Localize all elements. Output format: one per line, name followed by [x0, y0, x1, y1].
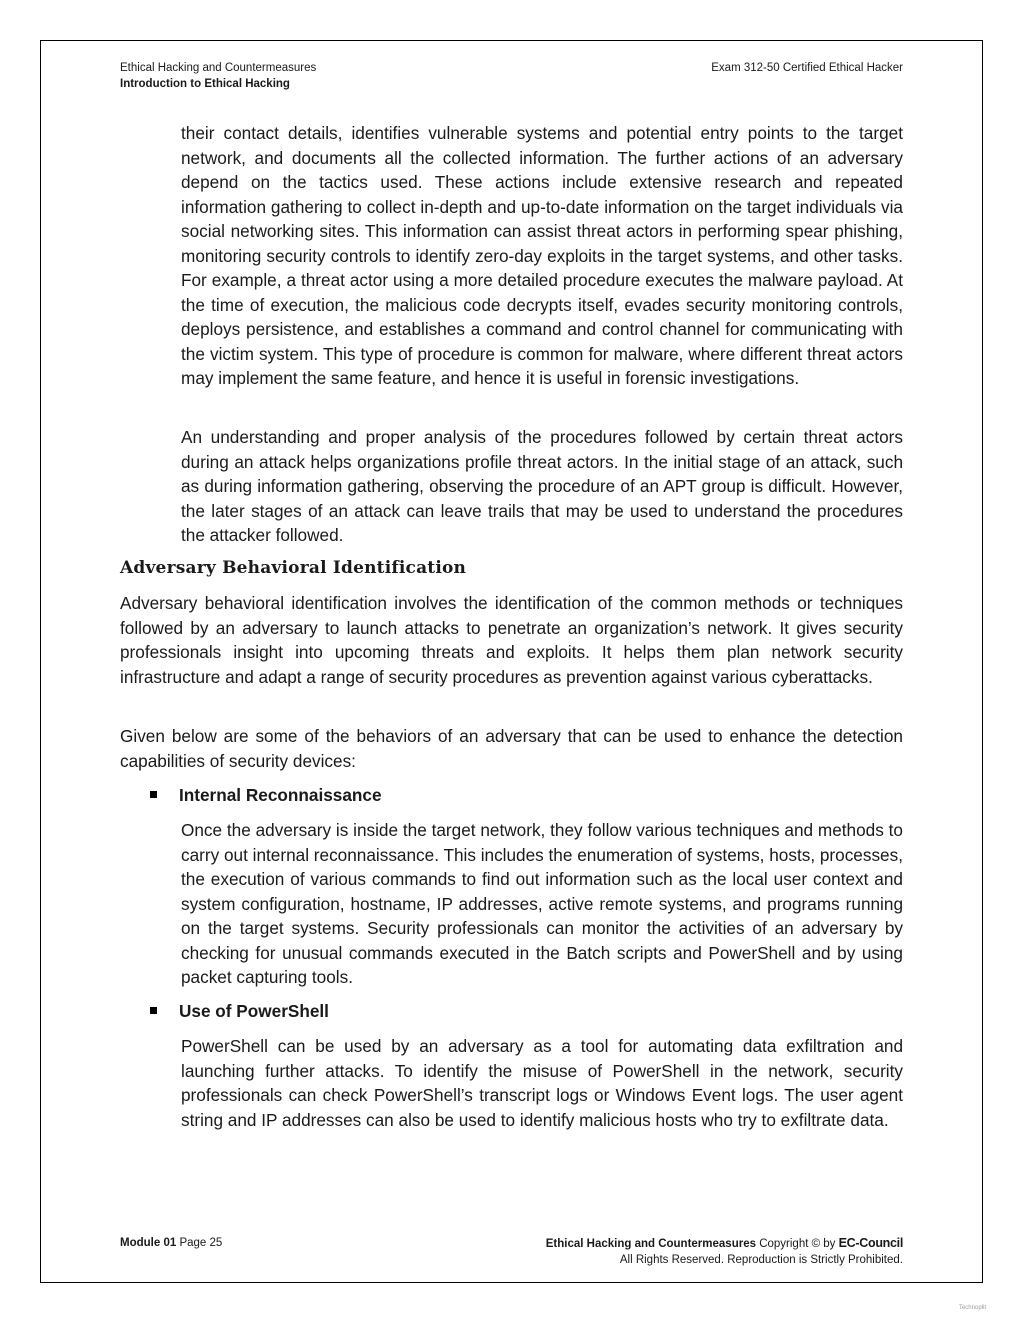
watermark: Technoplit	[958, 1305, 986, 1311]
course-title: Ethical Hacking and Countermeasures	[120, 62, 317, 74]
page-number: Page 25	[179, 1237, 223, 1249]
copyright-title: Ethical Hacking and Countermeasures	[545, 1238, 756, 1250]
bullet-square-icon	[150, 791, 157, 798]
section-heading: Adversary Behavioral Identification	[120, 558, 467, 578]
paragraph-procedure-analysis: An understanding and proper analysis of the procedures followed by certain threat actors during an attack helps organizations profile threat actors. In the initial stage of an attack, such as during information gathering, observing the procedure of an APT group is difficult. However, the later stages of an attack can leave trails that may be used to understand the procedures the attacker followed.	[181, 427, 903, 545]
exam-title: Exam 312-50 Certified Ethical Hacker	[711, 62, 903, 74]
paragraph-procedures-continued: their contact details, identifies vulnerable systems and potential entry points to the target network, and documents all the collected information. The further actions of an adversary depend on the tactics used. These actions include extensive research and repeated information gathering to collect in-depth and up-to-date information on the target individuals via social networking sites. This information can assist threat actors in performing spear phishing, monitoring security controls to identify zero-day exploits in the target systems, and other tasks. For example, a threat actor using a more detailed procedure executes the malware payload. At the time of execution, the malicious code decrypts itself, evades security monitoring controls, deploys persistence, and establishes a command and control channel for communicating with the victim system. This type of procedure is common for malware, where different threat actors may implement the same feature, and hence it is useful in forensic investigations.	[181, 123, 903, 388]
footer-page-info	[120, 1235, 222, 1251]
copyright-text: Copyright © by	[759, 1238, 836, 1250]
bullet-use-of-powershell	[150, 999, 910, 1024]
paragraph-behaviors-intro: Given below are some of the behaviors of an adversary that can be used to enhance the detection capabilities of security devices:	[120, 726, 903, 771]
module-number: Module 01	[120, 1237, 177, 1249]
paragraph-behavioral-identification: Adversary behavioral identification involves the identification of the common methods or techniques followed by an adversary to launch attacks to penetrate an organization’s network. It gives security professionals insight into upcoming threats and exploits. It helps them plan network security infrastructure and adapt a range of security procedures as prevention against various cyberattacks.	[120, 593, 903, 687]
bullet-title: Internal Reconnaissance	[179, 785, 382, 805]
bullet-internal-reconnaissance	[150, 783, 910, 808]
bullet-use-of-powershell-text: PowerShell can be used by an adversary as a tool for automating data exfiltration and launching further attacks. To identify the misuse of PowerShell in the network, security professionals can check PowerShell’s transcript logs or Windows Event logs. The user agent string and IP addresses can also be used to identify malicious hosts who try to exfiltrate data.	[181, 1036, 903, 1130]
bullet-internal-reconnaissance-text: Once the adversary is inside the target network, they follow various techniques and methods to carry out internal reconnaissance. This includes the enumeration of systems, hosts, processes, the execution of various commands to find out information such as the local user context and system configuration, hostname, IP addresses, active remote systems, and programs running on the target systems. Security professionals can monitor the activities of an adversary by checking for unusual commands executed in the Batch scripts and PowerShell and by using packet capturing tools.	[181, 820, 903, 987]
footer-copyright	[546, 1235, 903, 1268]
rights-notice: All Rights Reserved. Reproduction is Strictly Prohibited.	[619, 1254, 903, 1266]
ec-council-logo: EC-Council	[838, 1236, 903, 1250]
module-title: Introduction to Ethical Hacking	[120, 78, 290, 90]
bullet-square-icon	[150, 1007, 157, 1014]
header-left	[120, 60, 316, 92]
bullet-title: Use of PowerShell	[179, 1001, 329, 1021]
